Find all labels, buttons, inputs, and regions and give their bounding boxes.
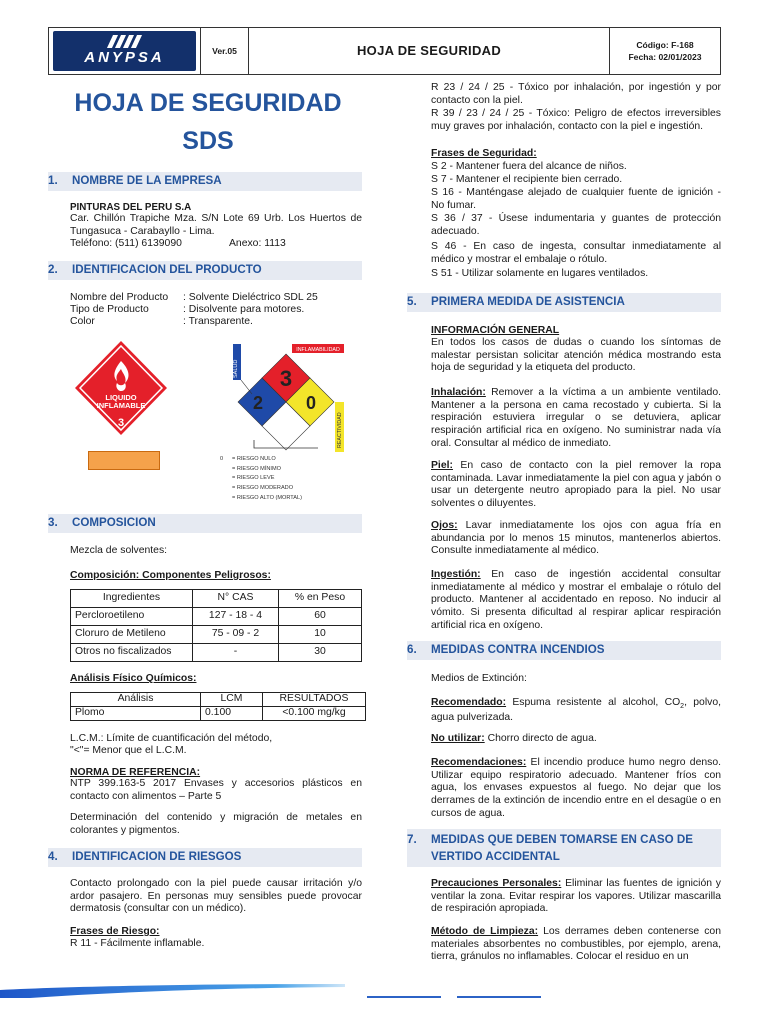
nfpa-reactivity-value: 0 <box>305 393 317 413</box>
product-type-label: Tipo de Producto <box>70 304 149 315</box>
section-number: 2. <box>48 263 58 277</box>
analysis-title: Análisis Físico Químicos: <box>70 673 197 684</box>
section-title: COMPOSICION <box>72 516 156 530</box>
table-cell: Plomo <box>71 707 201 721</box>
safety-s7: S 7 - Mantener el recipiente bien cerrado. <box>431 174 623 185</box>
company-address: Car. Chillón Trapiche Mza. S/N Lote 69 Urb. Los Huertos de Tungasuca - Carabayllo - Lima. <box>70 213 362 237</box>
composition-title: Composición: Componentes Peligrosos: <box>70 570 271 581</box>
nfpa-inflamabilidad-label: INFLAMABILIDAD <box>296 347 340 353</box>
table-header: N° CAS <box>193 590 279 608</box>
table-header: LCM <box>201 693 263 707</box>
precautions-paragraph <box>431 878 721 916</box>
recommended-paragraph <box>431 697 721 724</box>
footer-signature-line <box>367 996 441 998</box>
nfpa-salud-label: SALUD <box>233 359 239 378</box>
placard-text-1: LIQUIDO <box>105 393 137 402</box>
anypsa-logo <box>53 31 196 71</box>
analysis-table <box>70 692 366 721</box>
product-name-value: : Solvente Dieléctrico SDL 25 <box>183 292 318 303</box>
table-cell: 10 <box>279 626 362 644</box>
extinction-intro: Medios de Extinción: <box>431 673 527 684</box>
section-title: NOMBRE DE LA EMPRESA <box>72 174 222 188</box>
section-7-header <box>407 829 721 867</box>
table-cell: <0.100 mg/kg <box>263 707 366 721</box>
logo-text: ANYPSA <box>84 48 165 66</box>
table-row <box>71 644 362 662</box>
table-cell: Percloroetileno <box>71 608 193 626</box>
document-header <box>48 27 721 75</box>
section-2-header <box>48 261 362 280</box>
product-color-value: : Transparente. <box>183 316 253 327</box>
product-type-value: : Disolvente para motores. <box>183 304 305 315</box>
footer-signature-line <box>457 996 541 998</box>
risk-r11: R 11 - Fácilmente inflamable. <box>70 938 205 949</box>
table-row <box>71 707 366 721</box>
precautions-title: Precauciones Personales: <box>431 878 562 889</box>
table-header: Análisis <box>71 693 201 707</box>
inhalation-text: Remover a la víctima a un ambiente ventilado. Mantener a la persona en cama recostado y cubierta. Si la respiración estuviera irregular o se detuviera, aplicar respiración artificial rica en oxígeno. No suministrar nada vía oral. Consultar al médico de inmediato. <box>431 387 721 449</box>
doc-title-line2: SDS <box>182 127 234 155</box>
section-title: IDENTIFICACION DE RIESGOS <box>72 850 242 864</box>
section-title: MEDIDAS QUE DEBEN TOMARSE EN CASO DE VERTIDO ACCIDENTAL <box>431 833 693 864</box>
section-number: 3. <box>48 516 58 530</box>
risk-r39: R 39 / 23 / 24 / 25 - Tóxico: Peligro de efectos irreversibles muy graves por inhalación, contacto con la piel e ingestión. <box>431 108 721 132</box>
eyes-title: Ojos: <box>431 520 458 531</box>
norm-title: NORMA DE REFERENCIA: <box>70 767 201 778</box>
risk-text: Contacto prolongado con la piel puede causar irritación y/o ardor pasajero. En personas muy sensibles puede provocar dermatosis (consultar con un médico). <box>70 878 362 915</box>
recommendations-paragraph <box>431 757 721 820</box>
section-3-header <box>48 514 362 533</box>
eyes-text: Lavar inmediatamente los ojos con agua fría en abundancia por lo menos 15 minutos, mantenerlos abiertos. Consulte inmediatamente al médico. <box>431 520 721 557</box>
section-number: 6. <box>407 643 417 657</box>
legend-item: 0 = RIESGO NULO <box>220 456 276 462</box>
placard-text-2: INFLAMABLE <box>96 401 146 410</box>
eyes-paragraph <box>431 520 721 558</box>
table-cell: Otros no fiscalizados <box>71 644 193 662</box>
nfpa-diamond-icon <box>222 342 352 454</box>
risk-r23: R 23 / 24 / 25 - Tóxico por inhalación, por ingestión y por contacto con la piel. <box>431 82 721 106</box>
table-cell: 30 <box>279 644 362 662</box>
legend-item: = RIESGO ALTO (MORTAL) <box>232 494 302 501</box>
ingestion-text: En caso de ingestión accidental consultar inmediatamente al médico y mostrar el embalaje o rótulo del producto. Mantener al accidentado en reposo. No inducir al vómito. Si presenta dificultad al respirar aplicar respiración artificial rica en oxígeno. <box>431 569 721 631</box>
table-cell: - <box>193 644 279 662</box>
company-name: PINTURAS DEL PERU S.A <box>70 202 192 213</box>
orange-label-box <box>88 451 160 470</box>
recommended-text-a: Espuma resistente al alcohol, CO <box>506 697 681 708</box>
table-header: RESULTADOS <box>263 693 366 707</box>
safety-s2: S 2 - Mantener fuera del alcance de niños. <box>431 161 627 172</box>
footer-wave-decoration <box>0 984 345 998</box>
ingestion-title: Ingestión: <box>431 569 481 580</box>
general-info-text: En todos los casos de dudas o cuando los síntomas de malestar persistan solicitar atención médica mostrando esta hoja de seguridad y la etiqueta del producto. <box>431 337 721 374</box>
risk-phrases-title: Frases de Riesgo: <box>70 926 160 937</box>
recommendations-text: El incendio produce humo negro denso. Utilizar equipo respiratorio adecuado. Mantener fríos con agua, los envases expuestos al fuego. No dejar que los derrames de la extinción de incendio entre en el desagüe o en cursos de agua. <box>431 757 721 819</box>
section-6-header <box>407 641 721 660</box>
doc-title-line1: HOJA DE SEGURIDAD <box>74 89 342 117</box>
table-header: % en Peso <box>279 590 362 608</box>
table-cell: Cloruro de Metileno <box>71 626 193 644</box>
precautions-text: Eliminar las fuentes de ignición y ventilar la zona. Evitar respirar los vapores. Utilizar mascarilla de respiración apropiada. <box>431 878 721 915</box>
recommended-text-b: , polvo, agua pulverizada. <box>431 697 721 723</box>
lcm-note-2: "<"= Menor que el L.C.M. <box>70 745 187 756</box>
legend-item: = RIESGO LEVE <box>232 475 275 482</box>
section-5-header <box>407 293 721 312</box>
no-use-title: No utilizar: <box>431 733 485 744</box>
version-label: Ver.05 <box>201 28 249 74</box>
inhalation-paragraph <box>431 387 721 450</box>
no-use-paragraph <box>431 733 721 746</box>
table-cell: 60 <box>279 608 362 626</box>
ingestion-paragraph <box>431 569 721 632</box>
recommended-title: Recomendado: <box>431 697 507 708</box>
general-info-title: INFORMACIÓN GENERAL <box>431 325 560 336</box>
norm-text: NTP 399.163-5 2017 Envases y accesorios plásticos en contacto con alimentos – Parte 5 <box>70 778 362 802</box>
table-row <box>71 608 362 626</box>
section-number: 4. <box>48 850 58 864</box>
header-title: HOJA DE SEGURIDAD <box>249 28 610 74</box>
inhalation-title: Inhalación: <box>431 387 486 398</box>
section-number: 1. <box>48 174 58 188</box>
table-header: Ingredientes <box>71 590 193 608</box>
no-use-text: Chorro directo de agua. <box>484 733 597 744</box>
table-header-row <box>71 693 366 707</box>
cleaning-title: Método de Limpieza: <box>431 926 539 937</box>
table-cell: 127 - 18 - 4 <box>193 608 279 626</box>
co2-subscript: 2 <box>680 703 685 711</box>
table-header-row <box>71 590 362 608</box>
section-4-header <box>48 848 362 867</box>
section-number: 7. <box>407 833 417 846</box>
placard-class: 3 <box>117 417 125 429</box>
logo-stripes-icon <box>110 35 139 48</box>
product-name-label: Nombre del Producto <box>70 292 169 303</box>
cleaning-text: Los derrames deben contenerse con materiales absorbentes no combustibles, por ejemplo, arena, tierra, gránulos no inflamables. Colocar el residuo en un <box>431 926 721 963</box>
safety-s51: S 51 - Utilizar solamente en lugares ventilados. <box>431 268 649 279</box>
composition-intro: Mezcla de solventes: <box>70 545 168 556</box>
legend-item: = RIESGO MÍNIMO <box>232 465 281 472</box>
skin-paragraph <box>431 460 721 511</box>
document-date: Fecha: 02/01/2023 <box>628 52 702 62</box>
nfpa-reactividad-label: REACTIVIDAD <box>337 412 343 448</box>
company-logo-cell <box>49 28 201 74</box>
safety-s16: S 16 - Manténgase alejado de cualquier fuente de ignición - No fumar. <box>431 187 721 211</box>
lcm-note-1: L.C.M.: Límite de cuantificación del método, <box>70 733 273 744</box>
determination-text: Determinación del contenido y migración de metales en colorantes y pigmentos. <box>70 812 362 836</box>
table-row <box>71 626 362 644</box>
safety-phrases-title: Frases de Seguridad: <box>431 148 537 159</box>
flammable-liquid-placard-icon <box>73 339 169 437</box>
skin-title: Piel: <box>431 460 453 471</box>
company-phone: Teléfono: (511) 6139090 <box>70 238 182 249</box>
document-code: Código: F-168 <box>636 39 694 50</box>
legend-item: = RIESGO MODERADO <box>232 485 294 492</box>
table-cell: 0.100 <box>201 707 263 721</box>
table-cell: 75 - 09 - 2 <box>193 626 279 644</box>
section-title: MEDIDAS CONTRA INCENDIOS <box>431 643 605 657</box>
code-cell <box>610 28 720 74</box>
nfpa-legend <box>220 455 302 503</box>
product-color-label: Color <box>70 316 95 327</box>
composition-table <box>70 589 362 662</box>
nfpa-fire-value: 3 <box>279 366 293 391</box>
recommendations-title: Recomendaciones: <box>431 757 527 768</box>
nfpa-health-value: 2 <box>252 393 264 413</box>
skin-text: En caso de contacto con la piel remover la ropa contaminada. Lavar inmediatamente la piel con agua y jabón o usar un detergente neutro apropiado para la piel. No usar solventes o diluyentes. <box>431 460 721 510</box>
section-1-header <box>48 172 362 191</box>
section-title: IDENTIFICACION DEL PRODUCTO <box>72 263 262 277</box>
company-annex: Anexo: 1113 <box>229 238 286 249</box>
cleaning-paragraph <box>431 926 721 964</box>
section-number: 5. <box>407 295 417 309</box>
safety-s36: S 36 / 37 - Úsese indumentaria y guantes de protección adecuado. <box>431 213 721 237</box>
section-title: PRIMERA MEDIDA DE ASISTENCIA <box>431 295 625 309</box>
safety-s46: S 46 - En caso de ingesta, consultar inmediatamente al médico y mostrar el embalaje o rótulo. <box>431 241 721 265</box>
